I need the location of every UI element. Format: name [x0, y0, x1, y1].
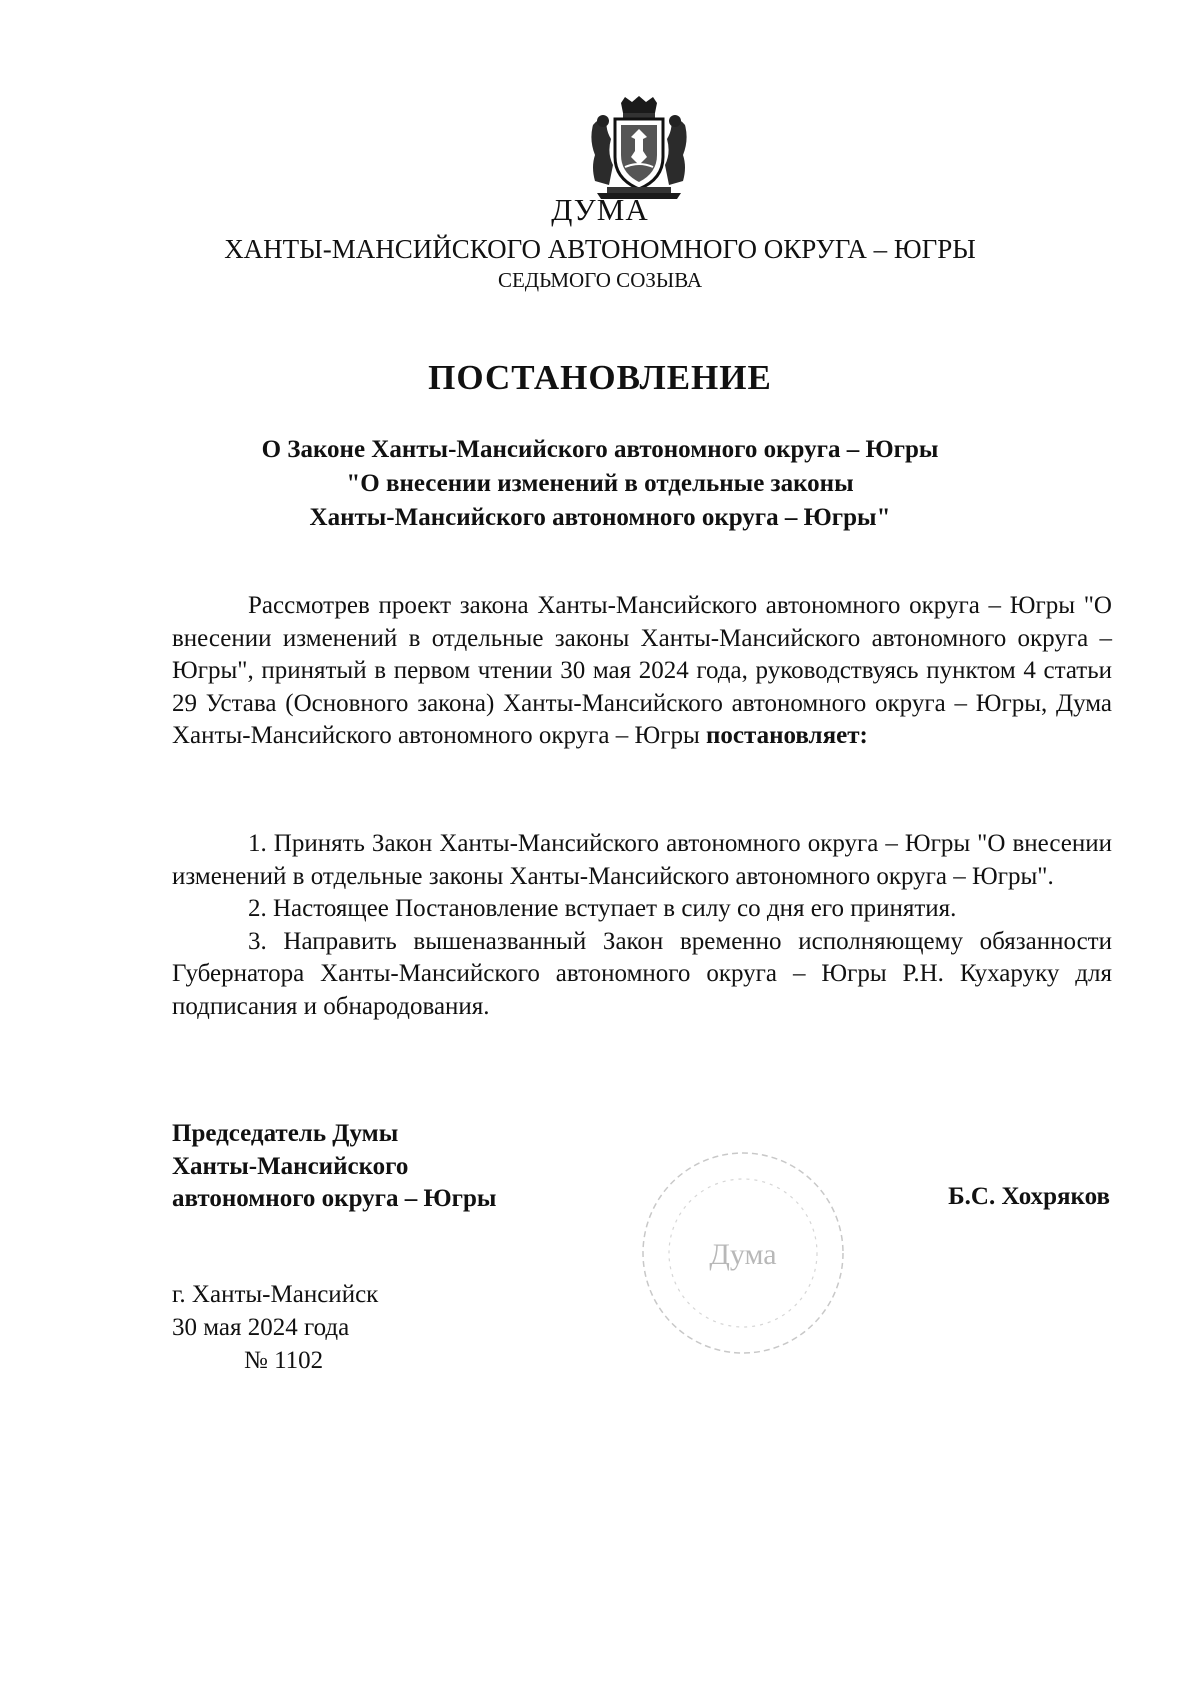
signer-title-line: Ханты-Мансийского	[172, 1152, 409, 1180]
org-convocation: СЕДЬМОГО СОЗЫВА	[497, 268, 703, 292]
date: 30 мая 2024 года	[172, 1314, 350, 1341]
preamble-paragraph	[172, 590, 1112, 753]
document-number: № 1102	[244, 1347, 324, 1374]
subject-line: "О внесении изменений в отдельные законы	[346, 470, 854, 497]
preamble-text: Рассмотрев проект закона Ханты-Мансийского автономного округа – Югры "О внесении изменений в отдельные законы Ханты-Мансийского автономного округа – Югры", принятый в первом чтении 30 мая 2024 года, руководствуясь пунктом 4 статьи 29 Устава (Основного закона) Ханты-Мансийского автономного округа – Югры, Дума Ханты-Мансийского автономного округа – Югры	[172, 592, 1112, 749]
place-and-date	[172, 1278, 378, 1377]
org-region: ХАНТЫ-МАНСИЙСКОГО АВТОНОМНОГО ОКРУГА – ЮГРЫ	[224, 234, 976, 264]
coat-of-arms-icon	[585, 95, 693, 201]
signer-name: Б.С. Хохряков	[948, 1183, 1110, 1210]
org-name: ДУМА	[551, 192, 649, 227]
document-type: ПОСТАНОВЛЕНИЕ	[428, 358, 772, 397]
subject-line: О Законе Ханты-Мансийского автономного округа – Югры	[261, 436, 939, 463]
city: г. Ханты-Мансийск	[172, 1281, 379, 1308]
resolution-items	[172, 828, 1112, 1023]
preamble-action: постановляет:	[706, 722, 868, 749]
signer-title-line: Председатель Думы	[172, 1120, 399, 1147]
signer-title	[172, 1118, 496, 1216]
resolution-item: 1. Принять Закон Ханты-Мансийского автономного округа – Югры "О внесении изменений в отдельные законы Ханты-Мансийского автономного округа – Югры".	[172, 830, 1112, 890]
stamp-text: Дума	[709, 1238, 777, 1271]
seal-stamp-icon	[628, 1138, 858, 1368]
document-subject	[0, 433, 1200, 535]
resolution-item: 2. Настоящее Постановление вступает в силу со дня его принятия.	[248, 895, 957, 922]
subject-line: Ханты-Мансийского автономного округа – Югры"	[309, 504, 891, 531]
resolution-item: 3. Направить вышеназванный Закон временно исполняющему обязанности Губернатора Ханты-Мансийского автономного округа – Югры Р.Н. Кухаруку для подписания и обнародования.	[172, 927, 1112, 1020]
signer-title-line: автономного округа – Югры	[172, 1185, 497, 1212]
